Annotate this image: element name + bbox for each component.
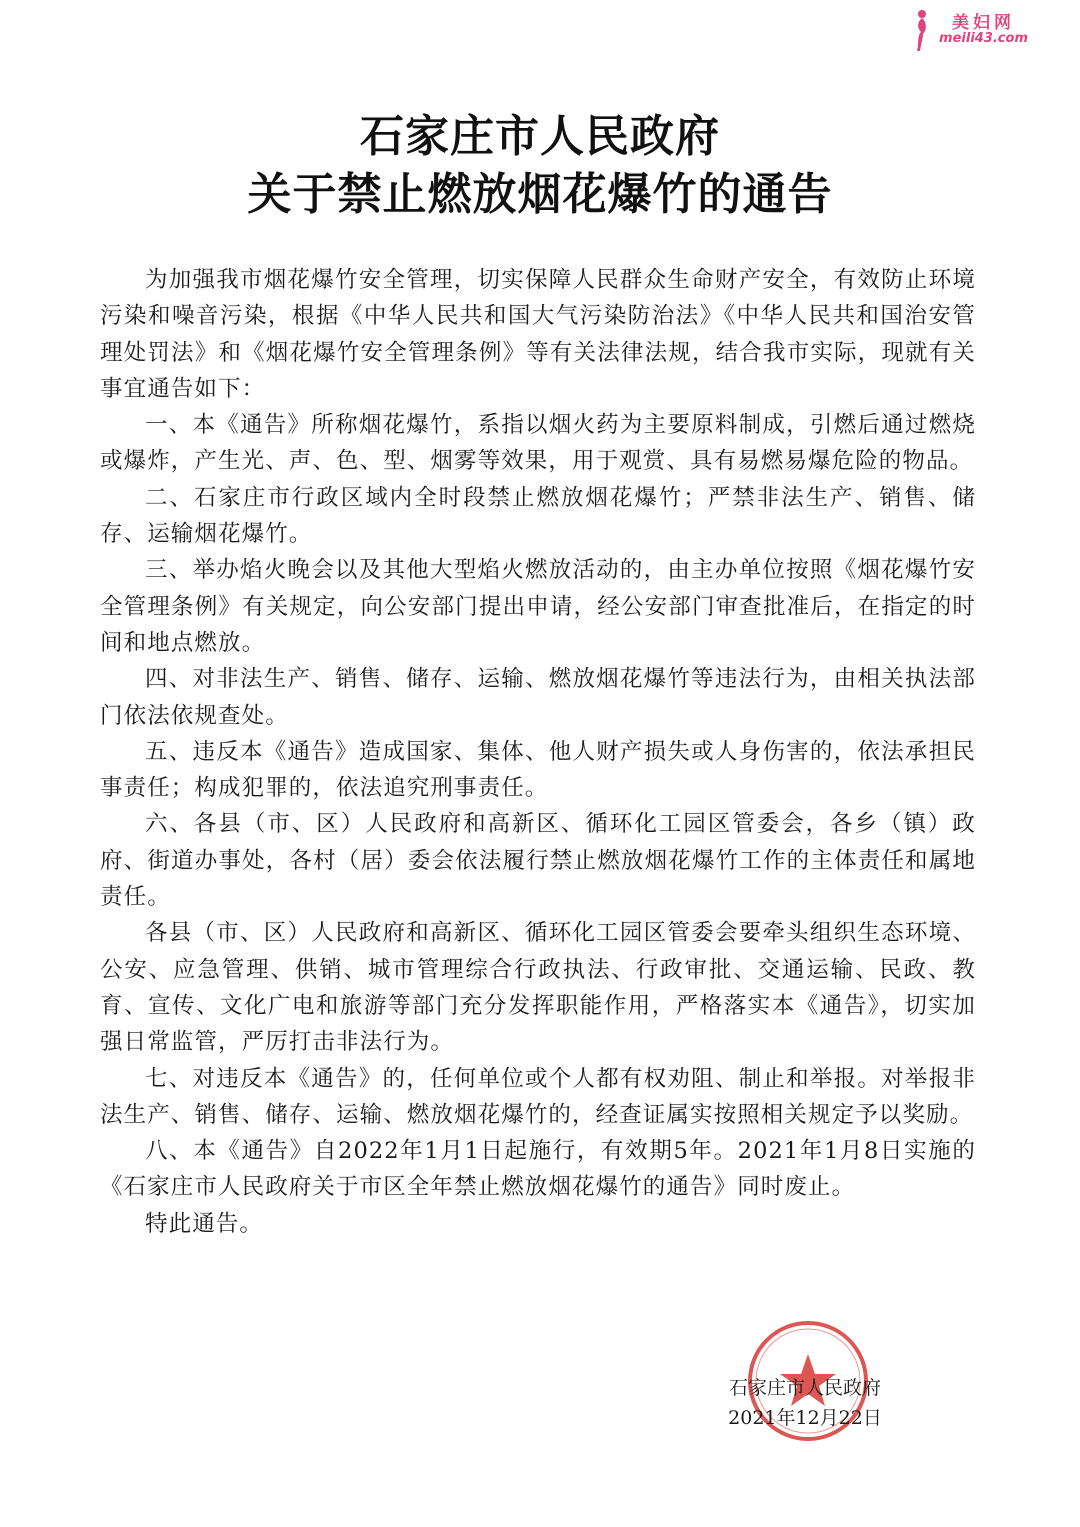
paragraph-item-4: 四、对非法生产、销售、储存、运输、燃放烟花爆竹等违法行为，由相关执法部门依法依规查处。 xyxy=(100,666,976,729)
paragraph-closing: 特此通告。 xyxy=(145,1210,264,1237)
paragraph-item-3: 三、举办焰火晚会以及其他大型焰火燃放活动的，由主办单位按照《烟花爆竹安全管理条例》有关规定，向公安部门提出申请，经公安部门审查批准后，在指定的时间和地点燃放。 xyxy=(100,557,976,656)
signature-block xyxy=(710,1373,900,1433)
paragraph-item-5: 五、违反本《通告》造成国家、集体、他人财产损失或人身伤害的，依法承担民事责任；构成犯罪的，依法追究刑事责任。 xyxy=(100,738,976,802)
paragraph-item-8: 八、本《通告》自2022年1月1日起施行，有效期5年。2021年1月8日实施的《石家庄市人民政府关于市区全年禁止燃放烟花爆竹的通告》同时废止。 xyxy=(100,1138,976,1201)
paragraph-item-7: 七、对违反本《通告》的，任何单位或个人都有权劝阻、制止和举报。对举报非法生产、销售、储存、运输、燃放烟花爆竹的，经查证属实按照相关规定予以奖励。 xyxy=(100,1065,976,1128)
document-title xyxy=(0,108,1080,224)
paragraph-item-2: 二、石家庄市行政区域内全时段禁止燃放烟花爆竹；严禁非法生产、销售、储存、运输烟花爆竹。 xyxy=(100,484,976,548)
watermark-name: 美妇网 xyxy=(952,12,1016,33)
site-watermark xyxy=(911,8,1028,52)
paragraph-item-6: 六、各县（市、区）人民政府和高新区、循环化工园区管委会，各乡（镇）政府、街道办事处，各村（居）委会依法履行禁止燃放烟花爆竹工作的主体责任和属地责任。 xyxy=(100,811,976,911)
signature-org: 石家庄市人民政府 xyxy=(728,1377,881,1399)
signature-date: 2021年12月22日 xyxy=(728,1407,882,1429)
title-line-2: 关于禁止燃放烟花爆竹的通告 xyxy=(247,169,833,220)
paragraph-item-1: 一、本《通告》所称烟花爆竹，系指以烟火药为主要原料制成，引燃后通过燃烧或爆炸，产生光、声、色、型、烟雾等效果，用于观赏、具有易燃易爆危险的物品。 xyxy=(100,412,976,475)
paragraph-item-6-cont: 各县（市、区）人民政府和高新区、循环化工园区管委会要牵头组织生态环境、公安、应急管理、供销、城市管理综合行政执法、行政审批、交通运输、民政、教育、宣传、文化广电和旅游等部门充分发挥职能作用，严格落实本《通告》，切实加强日常监管，严厉打击非法行为。 xyxy=(100,920,976,1056)
woman-silhouette-icon xyxy=(911,8,933,52)
title-line-1: 石家庄市人民政府 xyxy=(360,111,720,162)
paragraph-intro: 为加强我市烟花爆竹安全管理，切实保障人民群众生命财产安全，有效防止环境污染和噪音污染，根据《中华人民共和国大气污染防治法》《中华人民共和国治安管理处罚法》和《烟花爆竹安全管理条例》等有关法律法规，结合我市实际，现就有关事宜通告如下： xyxy=(100,267,976,402)
notice-body xyxy=(100,262,976,1242)
watermark-url: meili43.com xyxy=(939,31,1028,47)
